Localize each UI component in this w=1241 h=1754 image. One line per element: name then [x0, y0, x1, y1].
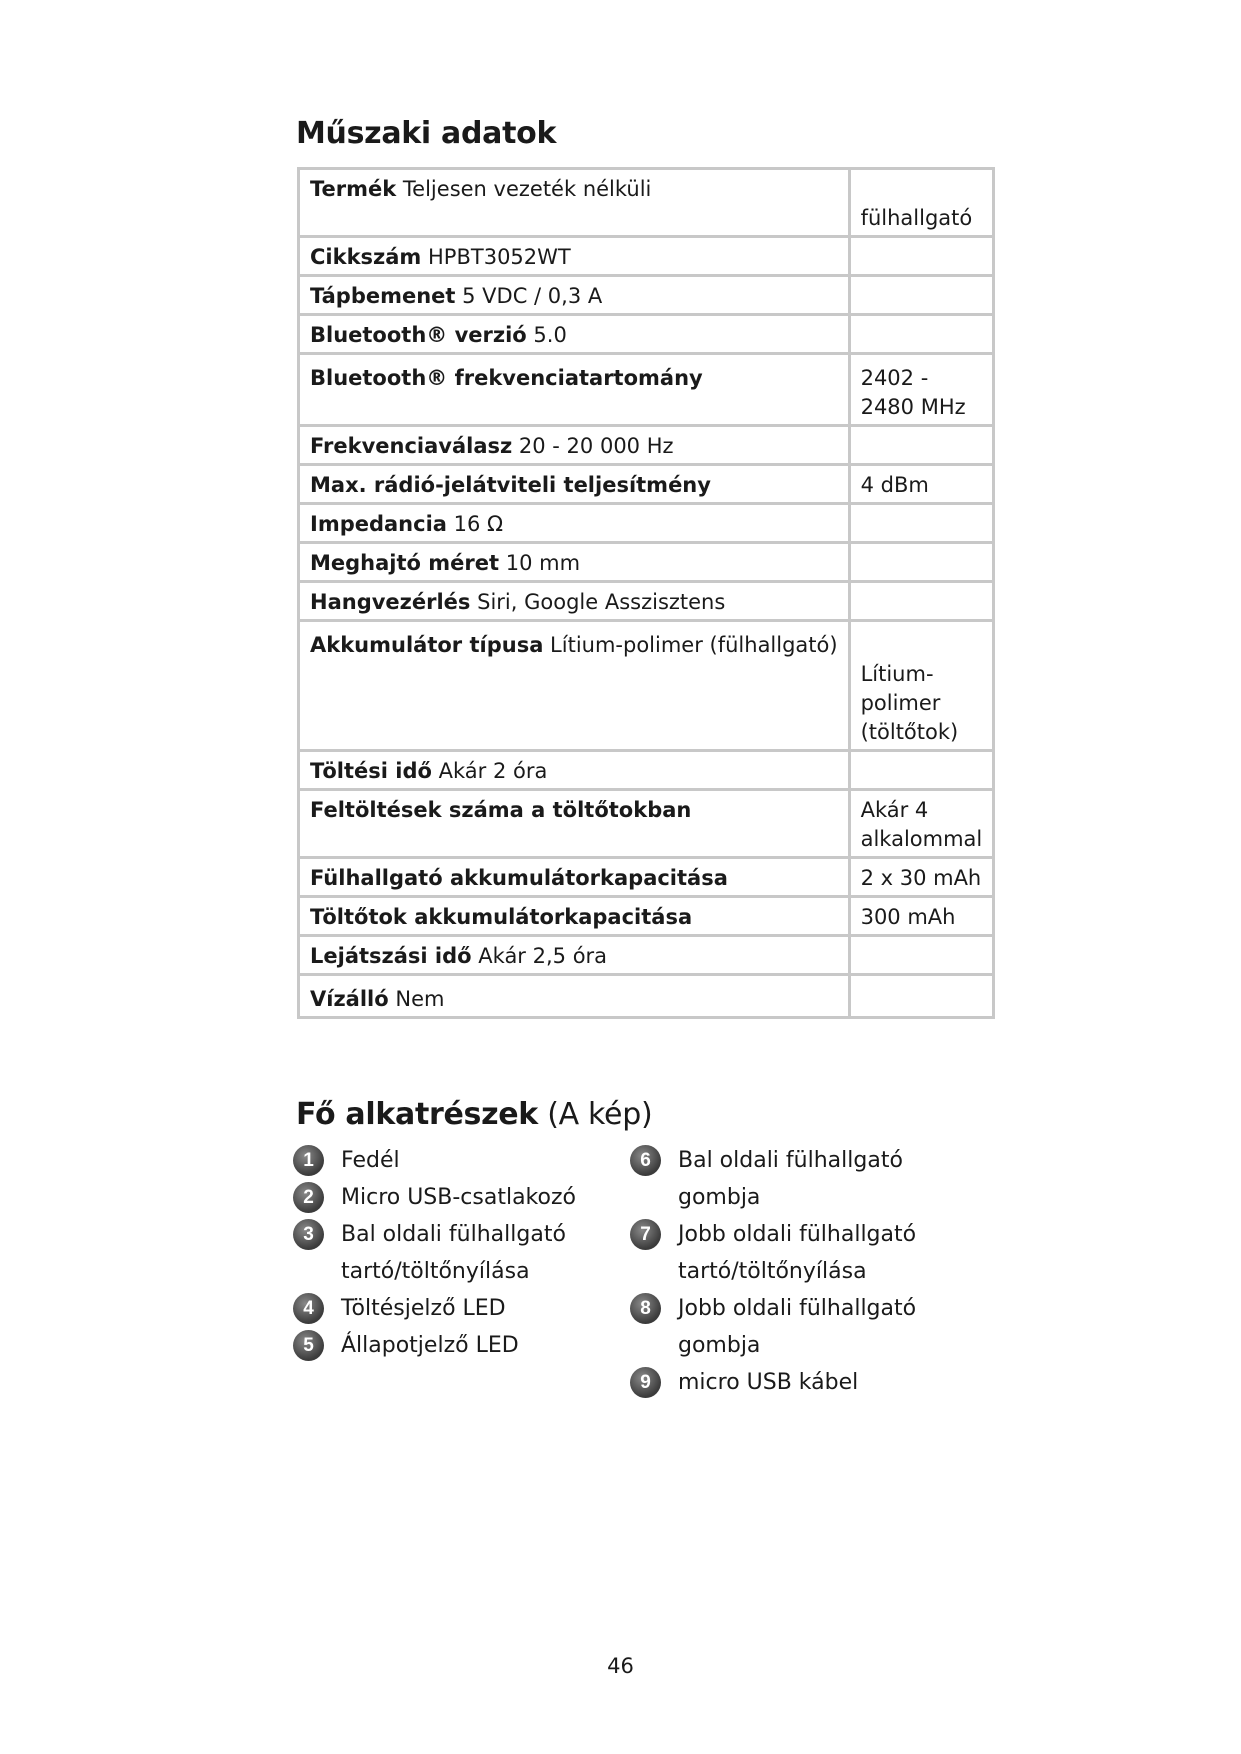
spec-row	[299, 858, 994, 897]
number-badge-icon: 9	[630, 1367, 661, 1398]
spec-value: 16 Ω	[453, 512, 504, 536]
spec-value: 4 dBm	[860, 473, 929, 497]
spec-label: Cikkszám	[310, 245, 422, 269]
number-badge-icon: 4	[293, 1293, 324, 1324]
spec-row	[299, 504, 994, 543]
part-label: Bal oldali fülhallgató gombja	[678, 1148, 903, 1210]
parts-heading-rest: (A kép)	[537, 1097, 653, 1132]
spec-value: 2 x 30 mAh	[860, 866, 982, 890]
number-badge-icon: 1	[293, 1145, 324, 1176]
spec-value: 10 mm	[505, 551, 581, 575]
list-item	[293, 1216, 613, 1290]
spec-label: Tápbemenet	[310, 284, 456, 308]
spec-label: Vízálló	[310, 987, 389, 1011]
spec-value: Siri, Google Asszisztens	[477, 590, 726, 614]
part-label: Jobb oldali fülhallgató tartó/töltőnyílása	[678, 1222, 917, 1284]
spec-value-continued: fülhallgató	[860, 206, 973, 230]
spec-value: Teljesen vezeték nélküli	[402, 177, 652, 201]
spec-value: 5.0	[533, 323, 567, 347]
spec-row	[299, 790, 994, 858]
parts-list-right	[630, 1142, 960, 1401]
part-label: Fedél	[341, 1148, 400, 1173]
spec-label: Impedancia	[310, 512, 447, 536]
spec-row	[299, 582, 994, 621]
spec-value: Akár 2 óra	[438, 759, 548, 783]
spec-row	[299, 276, 994, 315]
spec-row	[299, 426, 994, 465]
number-badge-icon: 6	[630, 1145, 661, 1176]
spec-label: Feltöltések száma a töltőtokban	[310, 798, 692, 822]
number-badge-icon: 8	[630, 1293, 661, 1324]
spec-label: Lejátszási idő	[310, 944, 472, 968]
list-item	[293, 1290, 613, 1327]
section-title-parts	[296, 1097, 652, 1132]
spec-label: Bluetooth® frekvenciatartomány	[310, 366, 703, 390]
page-number: 46	[607, 1654, 634, 1678]
spec-label: Bluetooth® verzió	[310, 323, 527, 347]
spec-table	[297, 167, 995, 1019]
spec-value: 5 VDC / 0,3 A	[462, 284, 603, 308]
part-label: Bal oldali fülhallgató tartó/töltőnyílása	[341, 1222, 566, 1284]
spec-row	[299, 315, 994, 354]
spec-row	[299, 751, 994, 790]
spec-row	[299, 621, 994, 751]
part-label: Töltésjelző LED	[341, 1296, 506, 1321]
spec-label: Frekvenciaválasz	[310, 434, 513, 458]
list-item	[630, 1142, 960, 1216]
spec-label: Max. rádió-jelátviteli teljesítmény	[310, 473, 711, 497]
part-label: Jobb oldali fülhallgató gombja	[678, 1296, 917, 1358]
spec-value: Lítium-polimer (fülhallgató)	[550, 633, 838, 657]
spec-row	[299, 975, 994, 1018]
spec-value: 20 - 20 000 Hz	[518, 434, 674, 458]
section-title-specs: Műszaki adatok	[296, 116, 557, 151]
parts-list-left	[293, 1142, 613, 1364]
spec-label: Akkumulátor típusa	[310, 633, 544, 657]
number-badge-icon: 5	[293, 1330, 324, 1361]
list-item	[630, 1216, 960, 1290]
spec-label: Meghajtó méret	[310, 551, 500, 575]
spec-row	[299, 169, 994, 237]
spec-row	[299, 936, 994, 975]
spec-row	[299, 897, 994, 936]
list-item	[293, 1142, 613, 1179]
spec-value: Akár 4 alkalommal	[860, 798, 983, 851]
spec-value: Nem	[395, 987, 445, 1011]
spec-value: 2402 - 2480 MHz	[860, 366, 966, 419]
list-item	[293, 1327, 613, 1364]
spec-label: Fülhallgató akkumulátorkapacitása	[310, 866, 728, 890]
number-badge-icon: 2	[293, 1182, 324, 1213]
spec-value: Akár 2,5 óra	[478, 944, 608, 968]
list-item	[293, 1179, 613, 1216]
part-label: Állapotjelző LED	[341, 1333, 519, 1358]
number-badge-icon: 3	[293, 1219, 324, 1250]
spec-value: HPBT3052WT	[428, 245, 571, 269]
spec-label: Termék	[310, 177, 397, 201]
parts-heading-bold: Fő alkatrészek	[296, 1097, 538, 1132]
number-badge-icon: 7	[630, 1219, 661, 1250]
spec-row	[299, 465, 994, 504]
spec-row	[299, 237, 994, 276]
spec-label: Hangvezérlés	[310, 590, 471, 614]
spec-label: Töltőtok akkumulátorkapacitása	[310, 905, 693, 929]
list-item	[630, 1290, 960, 1364]
spec-value: 300 mAh	[860, 905, 956, 929]
spec-value-continued: Lítium-polimer (töltőtok)	[860, 662, 959, 744]
list-item	[630, 1364, 960, 1401]
spec-label: Töltési idő	[310, 759, 432, 783]
part-label: Micro USB-csatlakozó	[341, 1185, 576, 1210]
spec-row	[299, 543, 994, 582]
spec-row	[299, 354, 994, 426]
part-label: micro USB kábel	[678, 1370, 859, 1395]
